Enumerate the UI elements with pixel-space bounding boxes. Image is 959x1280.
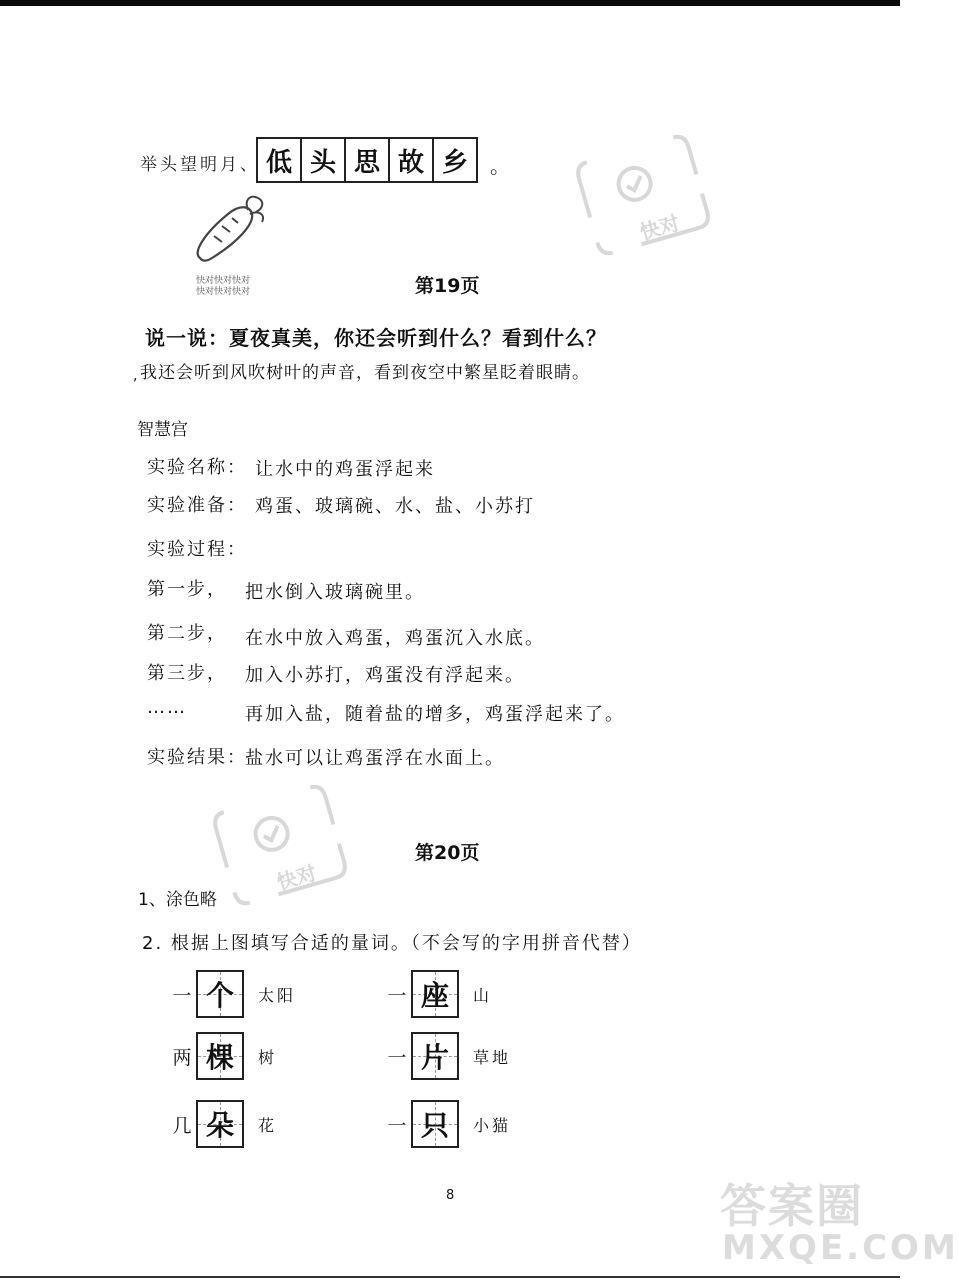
experiment-process-label: 实验过程： [147, 539, 247, 560]
measure-word-box [196, 1032, 244, 1080]
step-text: 再加入盐，随着盐的增多，鸡蛋浮起来了。 [245, 704, 625, 725]
measure-word: 个 [205, 979, 234, 1012]
measure-word-box [411, 970, 459, 1018]
measure-word-box [411, 1100, 459, 1148]
watermark-badge-icon [205, 780, 355, 910]
watermark-badge-text: 快对 [637, 210, 683, 245]
measure-noun: 小猫 [473, 1115, 512, 1135]
poem-box: 思 [344, 139, 388, 181]
measure-word-row [383, 1032, 511, 1080]
watermark-badge-icon [568, 130, 718, 260]
measure-prefix: 一 [172, 984, 192, 1007]
measure-word-box [196, 1100, 244, 1148]
page-19-heading: 第19页 [415, 275, 480, 297]
experiment-prep-label: 实验准备： [147, 495, 247, 516]
step-text: 加入小苏打，鸡蛋没有浮起来。 [245, 665, 525, 686]
measure-prefix: 几 [172, 1114, 192, 1137]
experiment-result-label: 实验结果： [147, 747, 247, 768]
corner-watermark-logo: 答案圈 [720, 1179, 864, 1233]
measure-prefix: 两 [172, 1046, 192, 1069]
measure-noun: 太阳 [258, 985, 297, 1005]
page-20-heading: 第20页 [415, 842, 480, 864]
step-label: 第一步， [147, 579, 227, 600]
section-title: 智慧宫 [137, 420, 188, 440]
measure-noun: 山 [473, 985, 493, 1005]
measure-word-row [168, 1100, 277, 1148]
carrot-icon [188, 192, 268, 270]
measure-word-row [168, 970, 296, 1018]
poem-box: 故 [388, 139, 432, 181]
measure-noun: 花 [258, 1115, 278, 1135]
speaking-question: 说一说：夏夜真美，你还会听到什么？看到什么？ [145, 326, 607, 350]
measure-word: 棵 [205, 1041, 234, 1074]
measure-noun: 树 [258, 1047, 278, 1067]
poem-suffix: 。 [490, 154, 510, 178]
item-2-instruction: 2. 根据上图填写合适的量词。（不会写的字用拼音代替） [142, 933, 642, 954]
poem-box: 乡 [432, 139, 476, 181]
experiment-name: 让水中的鸡蛋浮起来 [255, 459, 435, 480]
experiment-name-label: 实验名称： [147, 457, 247, 478]
bottom-border [0, 1276, 900, 1278]
item-1: 1、涂色略 [138, 890, 217, 910]
poem-prefix: 举头望明月、 [140, 155, 260, 175]
measure-prefix: 一 [387, 984, 407, 1007]
measure-prefix: 一 [387, 1114, 407, 1137]
measure-word-row [383, 970, 492, 1018]
experiment-result: 盐水可以让鸡蛋浮在水面上。 [245, 748, 505, 769]
measure-word: 朵 [205, 1109, 234, 1142]
step-label: 第二步， [147, 623, 227, 644]
experiment-prep: 鸡蛋、玻璃碗、水、盐、小苏打 [255, 496, 535, 517]
watermark-badge-text: 快对 [274, 860, 320, 895]
step-label: …… [147, 697, 187, 718]
poem-box: 头 [300, 139, 344, 181]
corner-watermark-url: MXQE.COM [722, 1228, 959, 1268]
page-number: 8 [446, 1188, 455, 1203]
measure-noun: 草地 [473, 1047, 512, 1067]
step-text: 在水中放入鸡蛋，鸡蛋沉入水底。 [245, 628, 545, 649]
top-border [0, 0, 900, 6]
measure-prefix: 一 [387, 1046, 407, 1069]
step-text: 把水倒入玻璃碗里。 [245, 582, 425, 603]
step-label: 第三步， [147, 663, 227, 684]
measure-word: 片 [420, 1041, 449, 1074]
measure-word-box [196, 970, 244, 1018]
speaking-answer: 我还会听到风吹树叶的声音，看到夜空中繁星眨着眼睛。 [140, 363, 590, 383]
poem-box: 低 [265, 147, 292, 178]
carrot-watermark-text: 快对快对快对 快对快对快对 [196, 276, 251, 297]
measure-word: 只 [420, 1109, 449, 1142]
measure-word-row [383, 1100, 511, 1148]
margin-mark: , [133, 368, 138, 384]
measure-word: 座 [420, 979, 449, 1012]
measure-word-row [168, 1032, 277, 1080]
measure-word-box [411, 1032, 459, 1080]
poem-answer-boxes [256, 137, 478, 183]
